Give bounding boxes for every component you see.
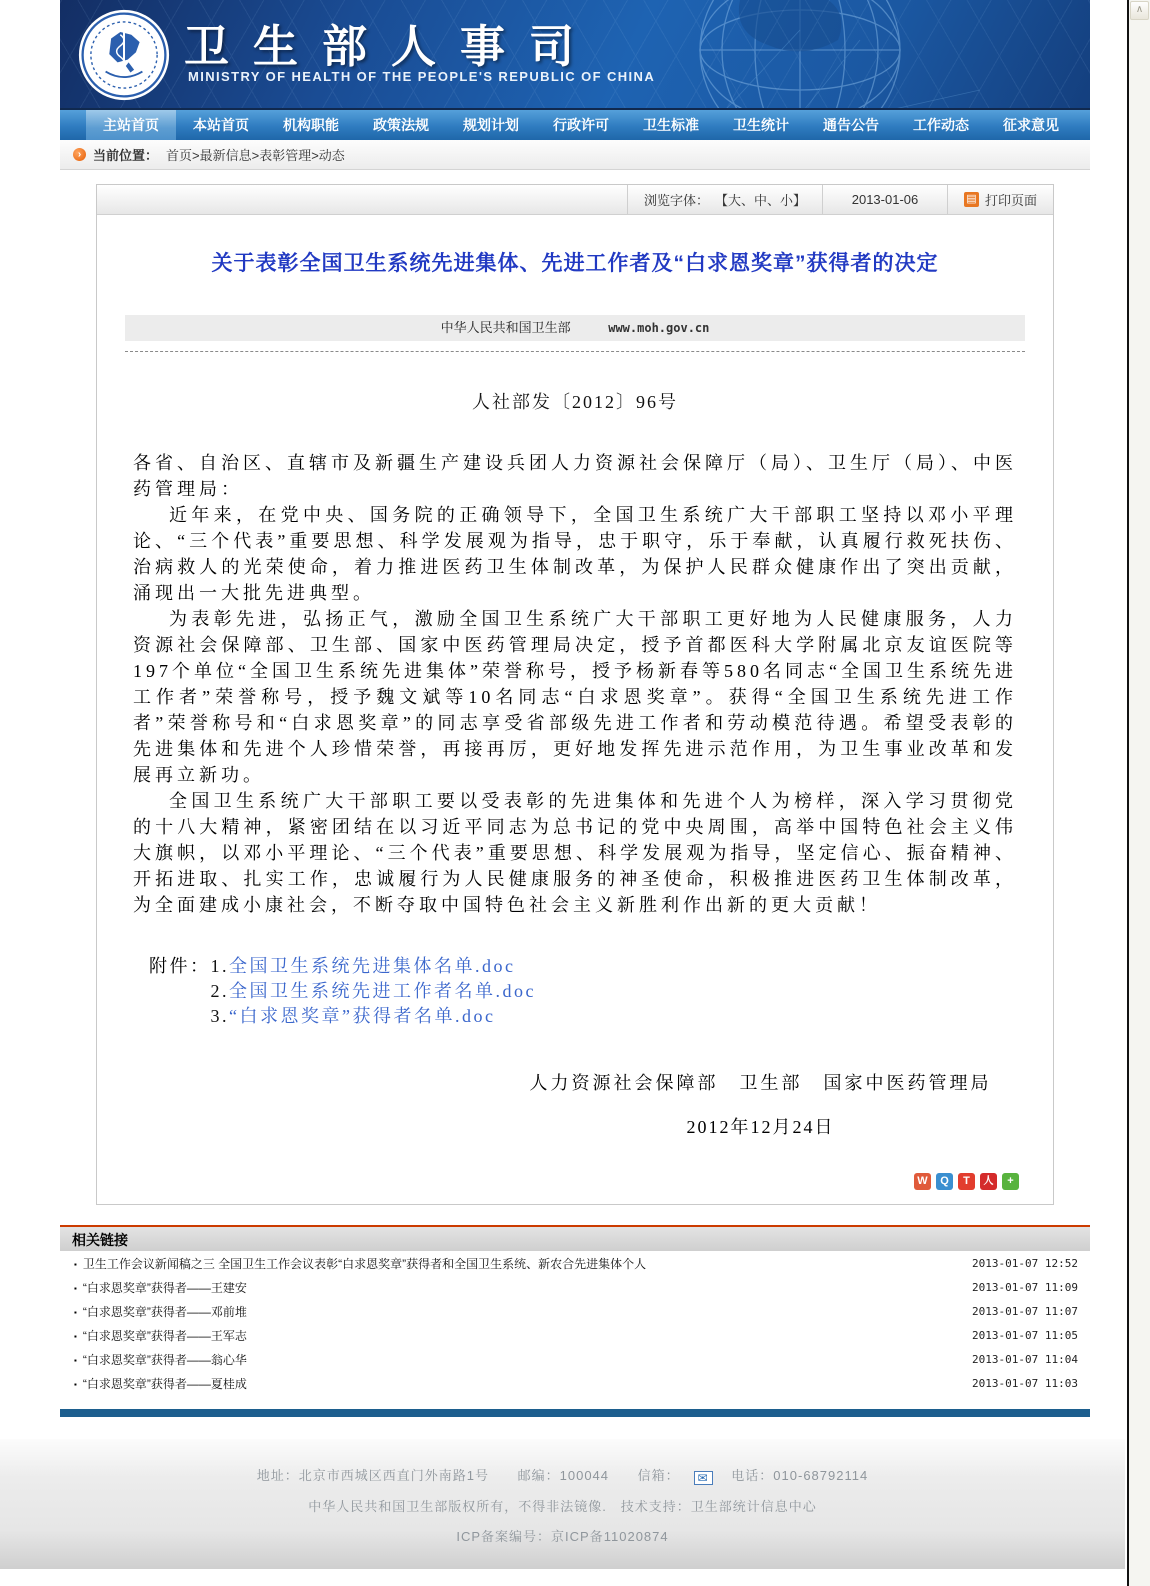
related-link-time: 2013-01-07 11:03 [972,1376,1078,1390]
related-link-row [60,1275,1090,1299]
nav-item-work-updates[interactable]: 工作动态 [913,117,969,133]
breadcrumb-path[interactable]: 首页>最新信息>表彰管理>动态 [166,148,345,163]
weibo-share-icon[interactable] [914,1173,931,1190]
footer-contact-line [0,1465,1125,1485]
breadcrumb [60,140,1090,170]
nav-item-licensing[interactable]: 行政许可 [553,117,609,133]
scrollbar[interactable] [1127,0,1150,1586]
print-page-button[interactable]: 打印页面 [984,193,1037,208]
attachment-number: 2. [210,981,229,1001]
bottom-divider [60,1409,1090,1417]
attachment-row [211,1004,537,1029]
breadcrumb-label: 当前位置： [93,148,159,163]
body-paragraph: 全国卫生系统广大干部职工要以受表彰的先进集体和先进个人为榜样，深入学习贯彻党的十八大精神，紧密团结在以习近平同志为总书记的党中央周围，高举中国特色社会主义伟大旗帜，以邓小平理论、“三个代表”重要思想、科学发展观为指导，坚定信心、振奋精神、开拓进取、扎实工作，忠诚履行为人民健康服务的神圣使命，积极推进医药卫生体制改革，为全面建成小康社会，不断夺取中国特色社会主义新胜利作出新的更大贡献！ [133,791,1017,915]
article-body [133,450,1017,918]
related-link-time: 2013-01-07 11:05 [972,1328,1078,1342]
nav-item-functions[interactable]: 机构职能 [283,117,339,133]
nav-item-standards[interactable]: 卫生标准 [643,117,699,133]
attachment-link-bethune-medal[interactable]: “白求恩奖章”获得者名单.doc [229,1006,496,1026]
print-control [947,185,1053,214]
main-panel [60,170,1090,1429]
nav-item-feedback[interactable]: 征求意见 [1003,117,1059,133]
related-link[interactable]: ▪ “白求恩奖章”获得者——夏桂成 [74,1375,247,1392]
site-title: 卫生部人事司 [184,21,599,72]
related-link[interactable]: ▪ “白求恩奖章”获得者——王建安 [74,1279,247,1296]
location-arrow-icon [73,148,86,161]
globe-graphic [620,0,980,110]
source-url: www.moh.gov.cn [608,321,710,335]
attachment-link-advanced-workers[interactable]: 全国卫生系统先进工作者名单.doc [229,981,536,1001]
body-paragraph: 近年来，在党中央、国务院的正确领导下，全国卫生系统广大干部职工坚持以邓小平理论、“三个代表”重要思想、科学发展观为指导，忠于职守，乐于奉献，认真履行救死扶伤、治病救人的光荣使命，着力推进医药卫生体制改革，为保护人民群众健康作出了突出贡献，涌现出一大批先进典型。 [133,505,1017,603]
salutation-paragraph: 各省、自治区、直辖市及新疆生产建设兵团人力资源社会保障厅（局）、卫生厅（局）、中医药管理局： [133,453,1017,499]
taobao-share-icon[interactable] [958,1173,975,1190]
footer-icp: ICP备案编号：京ICP备11020874 [456,1529,669,1544]
nav-item-main-site-home[interactable]: 主站首页 [86,110,176,140]
footer-phone: 电话：010-68792114 [731,1468,869,1483]
font-size-control [627,185,822,214]
signature-block [488,1069,1033,1139]
main-nav [60,110,1090,140]
related-link[interactable]: ▪ “白求恩奖章”获得者——翁心华 [74,1351,247,1368]
signature-date: 2012年12月24日 [686,1117,835,1137]
related-link[interactable]: ▪ “白求恩奖章”获得者——邓前堆 [74,1303,247,1320]
nav-item-policies[interactable]: 政策法规 [373,117,429,133]
related-link-row [60,1323,1090,1347]
attachment-link-advanced-collectives[interactable]: 全国卫生系统先进集体名单.doc [229,956,516,976]
dashed-divider [125,351,1025,352]
related-link-time: 2013-01-07 11:09 [972,1280,1078,1294]
article-title: 关于表彰全国卫生系统先进集体、先进工作者及“白求恩奖章”获得者的决定 [211,252,939,275]
article-box [96,184,1054,1205]
nav-item-announcements[interactable]: 通告公告 [823,117,879,133]
article-toolbar [97,185,1053,215]
font-size-options[interactable]: 【大、中、小】 [714,193,806,208]
attachments-label: 附件： [149,956,211,976]
nav-item-statistics[interactable]: 卫生统计 [733,117,789,133]
related-link[interactable]: ▪ 卫生工作会议新闻稿之三 全国卫生工作会议表彰“白求恩奖章”获得者和全国卫生系统、新农合先进集体个人 [74,1255,646,1272]
related-link-time: 2013-01-07 12:52 [972,1256,1078,1270]
site-footer [0,1439,1125,1569]
attachment-row [211,954,537,979]
source-name: 中华人民共和国卫生部 [440,320,571,335]
site-header [60,0,1090,110]
footer-zip: 邮编：100044 [517,1468,610,1483]
footer-copyright: 中华人民共和国卫生部版权所有，不得非法镜像. 技术支持：卫生部统计信息中心 [308,1499,817,1514]
related-link-row [60,1347,1090,1371]
font-size-label: 浏览字体： [643,193,709,208]
related-link-time: 2013-01-07 11:07 [972,1304,1078,1318]
nav-item-site-home[interactable]: 本站首页 [193,117,249,133]
document-number: 人社部发〔2012〕96号 [472,392,678,412]
email-icon[interactable] [694,1471,713,1485]
body-paragraph: 为表彰先进，弘扬正气，激励全国卫生系统广大干部职工更好地为人民健康服务，人力资源社会保障部、卫生部、国家中医药管理局决定，授予首都医科大学附属北京友谊医院等197个单位“全国卫生系统先进集体”荣誉称号，授予杨新春等580名同志“全国卫生系统先进工作者”荣誉称号，授予魏文斌等10名同志“白求恩奖章”。获得“全国卫生系统先进工作者”荣誉称号和“白求恩奖章”的同志享受省部级先进工作者和劳动模范待遇。希望受表彰的先进集体和先进个人珍惜荣誉，再接再厉，更好地发挥先进示范作用，为卫生事业改革和发展再立新功。 [133,609,1017,785]
attachments [149,954,1053,1029]
related-link-row [60,1371,1090,1395]
related-links-title: 相关链接 [60,1225,1090,1251]
share-more-icon[interactable] [1002,1173,1019,1190]
renren-share-icon[interactable] [980,1173,997,1190]
signing-organizations: 人力资源社会保障部 卫生部 国家中医药管理局 [529,1073,992,1093]
related-link-time: 2013-01-07 11:04 [972,1352,1078,1366]
qzone-share-icon[interactable] [936,1173,953,1190]
nav-item-plans[interactable]: 规划计划 [463,117,519,133]
scroll-up-button[interactable] [1130,1,1149,20]
related-link[interactable]: ▪ “白求恩奖章”获得者——王军志 [74,1327,247,1344]
site-subtitle: MINISTRY OF HEALTH OF THE PEOPLE'S REPUBLIC OF CHINA [188,69,656,84]
related-links-section [60,1225,1090,1395]
article-publish-date: 2013-01-06 [822,185,947,214]
footer-mailbox-label: 信箱： [637,1468,680,1483]
footer-address: 地址：北京市西城区西直门外南路1号 [256,1468,490,1483]
share-buttons [97,1173,1019,1190]
print-icon [964,192,979,207]
attachment-number: 1. [210,956,229,976]
ministry-logo [78,9,170,101]
source-bar [125,315,1025,341]
related-link-row [60,1251,1090,1275]
attachment-number: 3. [210,1006,229,1026]
attachment-row [211,979,537,1004]
related-link-row [60,1299,1090,1323]
